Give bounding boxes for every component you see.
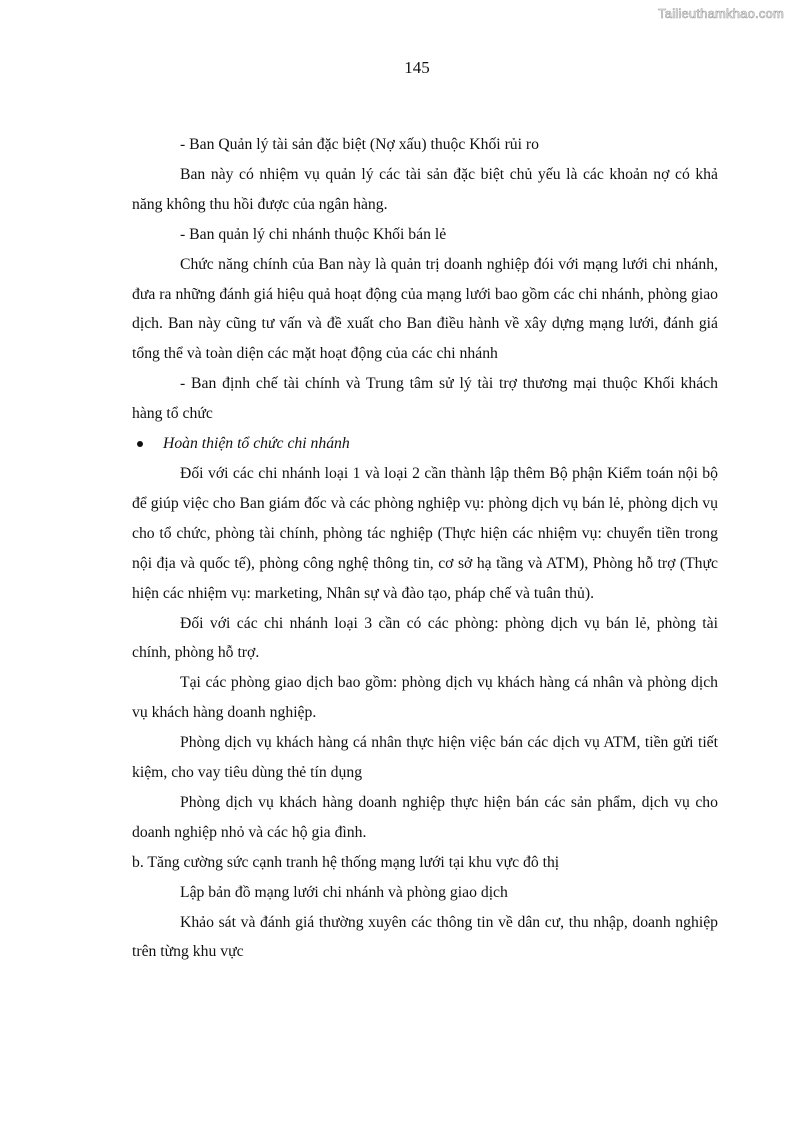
bullet-heading-text: Hoàn thiện tổ chức chi nhánh <box>163 435 350 453</box>
paragraph-10: Phòng dịch vụ khách hàng cá nhân thực hiện việc bán các dịch vụ ATM, tiền gửi tiết kiệm, cho vay tiêu dùng thẻ tín dụng <box>132 734 718 782</box>
bullet-heading <box>132 429 718 459</box>
paragraph-2: Ban này có nhiệm vụ quản lý các tài sản đặc biệt chủ yếu là các khoản nợ có khả năng không thu hồi được của ngân hàng. <box>132 165 718 213</box>
paragraph-14: Khảo sát và đánh giá thường xuyên các thông tin về dân cư, thu nhập, doanh nghiệp trên từng khu vực <box>132 913 718 961</box>
bullet-dot-icon <box>137 441 143 447</box>
watermark: Tailieuthamkhao.com <box>658 6 784 21</box>
paragraph-5: - Ban định chế tài chính và Trung tâm sử lý tài trợ thương mại thuộc Khối khách hàng tổ chức <box>132 375 718 423</box>
paragraph-1: - Ban Quản lý tài sản đặc biệt (Nợ xấu) thuộc Khối rủi ro <box>180 136 539 153</box>
paragraph-9: Tại các phòng giao dịch bao gồm: phòng dịch vụ khách hàng cá nhân và phòng dịch vụ khách hàng doanh nghiệp. <box>132 674 718 722</box>
paragraph-4: Chức năng chính của Ban này là quản trị doanh nghiệp đói với mạng lưới chi nhánh, đưa ra những đánh giá hiệu quả hoạt động của mạng lưới bao gồm các chi nhánh, phòng giao dịch. Ban này cũng tư vấn và đề xuất cho Ban điều hành về xây dựng mạng lưới, đánh giá tổng thể và toàn diện các mặt hoạt động của các chi nhánh <box>132 255 718 363</box>
page-number: 145 <box>404 58 430 77</box>
paragraph-8: Đối với các chi nhánh loại 3 cần có các phòng: phòng dịch vụ bán lẻ, phòng tài chính, phòng hỗ trợ. <box>132 614 718 662</box>
paragraph-13: Lập bản đồ mạng lưới chi nhánh và phòng giao dịch <box>180 883 508 901</box>
document-body <box>132 130 718 967</box>
section-heading-b: b. Tăng cường sức cạnh tranh hệ thống mạng lưới tại khu vực đô thị <box>132 853 560 871</box>
paragraph-3: - Ban quản lý chi nhánh thuộc Khối bán lẻ <box>180 225 447 243</box>
paragraph-7: Đối với các chi nhánh loại 1 và loại 2 cần thành lập thêm Bộ phận Kiểm toán nội bộ để giúp việc cho Ban giám đốc và các phòng nghiệp vụ: phòng dịch vụ bán lẻ, phòng dịch vụ cho tổ chức, phòng tài chính, phòng tác nghiệp (Thực hiện các nhiệm vụ: chuyển tiền trong nội địa và quốc tế), phòng công nghệ thông tin, cơ sở hạ tầng và ATM), Phòng hỗ trợ (Thực hiện các nhiệm vụ: marketing, Nhân sự và đào tạo, pháp chế và tuân thủ). <box>132 464 718 602</box>
paragraph-11: Phòng dịch vụ khách hàng doanh nghiệp thực hiện bán các sản phẩm, dịch vụ cho doanh nghiệp nhỏ và các hộ gia đình. <box>132 793 718 841</box>
